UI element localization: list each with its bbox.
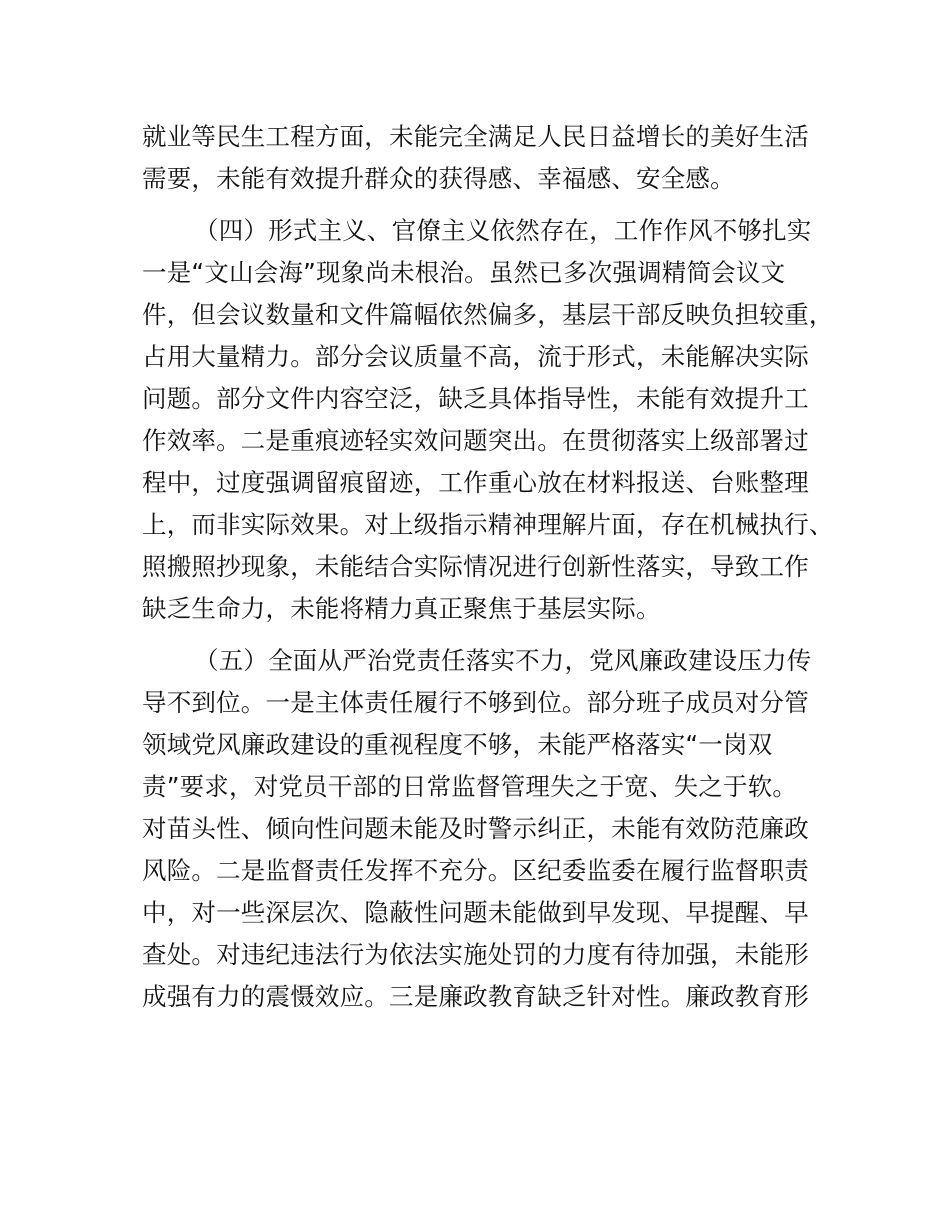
document-body [142, 116, 842, 1018]
text-line: 风险。二是监督责任发挥不充分。区纪委监委在履行监督职责 [142, 856, 809, 885]
text-line: 一是“文山会海”现象尚未根治。虽然已多次强调精简会议文 [142, 258, 786, 287]
text-line: 作效率。二是重痕迹轻实效问题突出。在贯彻落实上级部署过 [142, 426, 809, 455]
section-heading-line: （四）形式主义、官僚主义依然存在，工作作风不够扎实 [194, 216, 812, 245]
text-line: 上，而非实际效果。对上级指示精神理解片面，存在机械执行、 [142, 510, 834, 539]
paragraph-section-five [142, 640, 842, 1018]
text-line: 成强有力的震慑效应。三是廉政教育缺乏针对性。廉政教育形 [142, 982, 809, 1011]
paragraph-section-four [142, 210, 842, 630]
text-line: 查处。对违纪违法行为依法实施处罚的力度有待加强，未能形 [142, 940, 809, 969]
section-heading-line: （五）全面从严治党责任落实不力，党风廉政建设压力传 [194, 646, 812, 675]
text-line: 需要，未能有效提升群众的获得感、幸福感、安全感。 [142, 164, 735, 193]
text-line: 程中，过度强调留痕留迹，工作重心放在材料报送、台账整理 [142, 468, 809, 497]
text-line: 领域党风廉政建设的重视程度不够，未能严格落实“一岗双 [142, 730, 773, 759]
text-line: 就业等民生工程方面，未能完全满足人民日益增长的美好生活 [142, 122, 809, 151]
text-line: 占用大量精力。部分会议质量不高，流于形式，未能解决实际 [142, 342, 809, 371]
paragraph-continuation [142, 116, 842, 200]
text-line: 照搬照抄现象，未能结合实际情况进行创新性落实，导致工作 [142, 552, 809, 581]
text-line: 问题。部分文件内容空泛，缺乏具体指导性，未能有效提升工 [142, 384, 809, 413]
text-line: 导不到位。一是主体责任履行不够到位。部分班子成员对分管 [142, 688, 809, 717]
text-line: 件，但会议数量和文件篇幅依然偏多，基层干部反映负担较重， [142, 300, 834, 329]
text-line: 缺乏生命力，未能将精力真正聚焦于基层实际。 [142, 594, 661, 623]
text-line: 责”要求，对党员干部的日常监督管理失之于宽、失之于软。 [142, 772, 798, 801]
text-line: 中，对一些深层次、隐蔽性问题未能做到早发现、早提醒、早 [142, 898, 809, 927]
text-line: 对苗头性、倾向性问题未能及时警示纠正，未能有效防范廉政 [142, 814, 809, 843]
